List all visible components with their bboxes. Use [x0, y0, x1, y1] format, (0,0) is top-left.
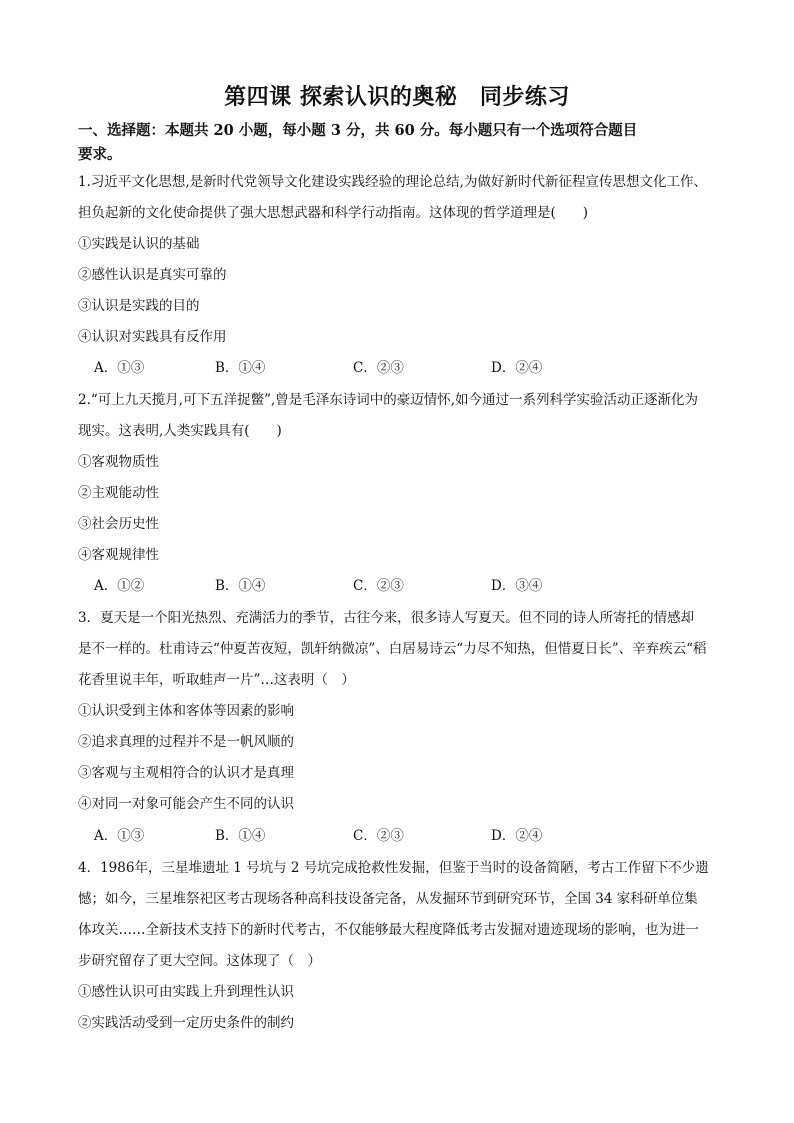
option-c: C．②③ [353, 828, 404, 844]
question-2-item: ③社会历史性 [78, 516, 159, 532]
option-b: B．①④ [215, 578, 266, 594]
option-c: C．②③ [353, 578, 404, 594]
page-title: 第四课 探索认识的奥秘 同步练习 [224, 85, 570, 110]
question-1-stem: 担负起新的文化使命提供了强大思想武器和科学行动指南。这体现的哲学道理是( ) [78, 205, 589, 221]
option-a: A．①③ [94, 828, 145, 844]
question-1-item: ④认识对实践具有反作用 [78, 329, 227, 345]
option-d: D．②④ [491, 828, 543, 844]
section-heading-line: 一、选择题：本题共 20 小题，每小题 3 分，共 60 分。每小题只有一个选项符合题目 [78, 122, 638, 139]
question-2-item: ②主观能动性 [78, 485, 159, 501]
question-4-item: ①感性认识可由实践上升到理性认识 [78, 984, 294, 1000]
question-4-item: ②实践活动受到一定历史条件的制约 [78, 1015, 294, 1031]
question-1-item: ③认识是实践的目的 [78, 298, 200, 314]
option-a: A．①③ [94, 360, 145, 376]
question-4-stem: 憾；如今，三星堆祭祀区考古现场各种高科技设备完备，从发掘环节到研究环节，全国 34 家科研单位集 [78, 891, 698, 907]
question-1-item: ②感性认识是真实可靠的 [78, 267, 227, 283]
option-d: D．②④ [491, 360, 543, 376]
question-3-item: ③客观与主观相符合的认识才是真理 [78, 765, 294, 781]
question-2-stem: 2.“可上九天揽月,可下五洋捉鳖”,曾是毛泽东诗词中的豪迈情怀,如今通过一系列科学实验活动正逐渐化为 [78, 392, 699, 408]
question-2-stem: 现实。这表明,人类实践具有( ) [78, 423, 282, 439]
section-heading [78, 119, 718, 167]
option-d: D．③④ [491, 578, 543, 594]
question-3-stem: 是不一样的。杜甫诗云“仲夏苦夜短，凯轩纳微凉”、白居易诗云“力尽不知热，但惜夏日长”、辛弃疾云“稻 [78, 641, 707, 657]
option-b: B．①④ [215, 360, 266, 376]
question-1-stem: 1.习近平文化思想,是新时代党领导文化建设实践经验的理论总结,为做好新时代新征程宣传思想文化工作、 [78, 174, 707, 190]
question-3-item: ②追求真理的过程并不是一帆风顺的 [78, 734, 294, 750]
option-c: C．②③ [353, 360, 404, 376]
option-a: A．①② [94, 578, 145, 594]
question-3-stem: 3．夏天是一个阳光热烈、充满活力的季节，古往今来，很多诗人写夏天。但不同的诗人所寄托的情感却 [78, 610, 695, 626]
question-3-item: ①认识受到主体和客体等因素的影响 [78, 703, 294, 719]
question-1-item: ①实践是认识的基础 [78, 236, 200, 252]
question-3-item: ④对同一对象可能会产生不同的认识 [78, 796, 294, 812]
question-4-stem: 4．1986年，三星堆遗址 1 号坑与 2 号坑完成抢救性发掘，但鉴于当时的设备简陋，考古工作留下不少遗 [78, 860, 709, 876]
question-2-item: ①客观物质性 [78, 454, 159, 470]
question-4-stem: 体攻关……全新技术支持下的新时代考古，不仅能够最大程度降低考古发掘对遗迹现场的影响，也为进一 [78, 922, 699, 938]
question-2-item: ④客观规律性 [78, 547, 159, 563]
question-4-stem: 步研究留存了更大空间。这体现了（ ） [78, 953, 321, 969]
question-3-stem: 花香里说丰年，听取蛙声一片”…这表明（ ） [78, 672, 355, 688]
section-heading-line: 要求。 [78, 146, 122, 163]
option-b: B．①④ [215, 828, 266, 844]
